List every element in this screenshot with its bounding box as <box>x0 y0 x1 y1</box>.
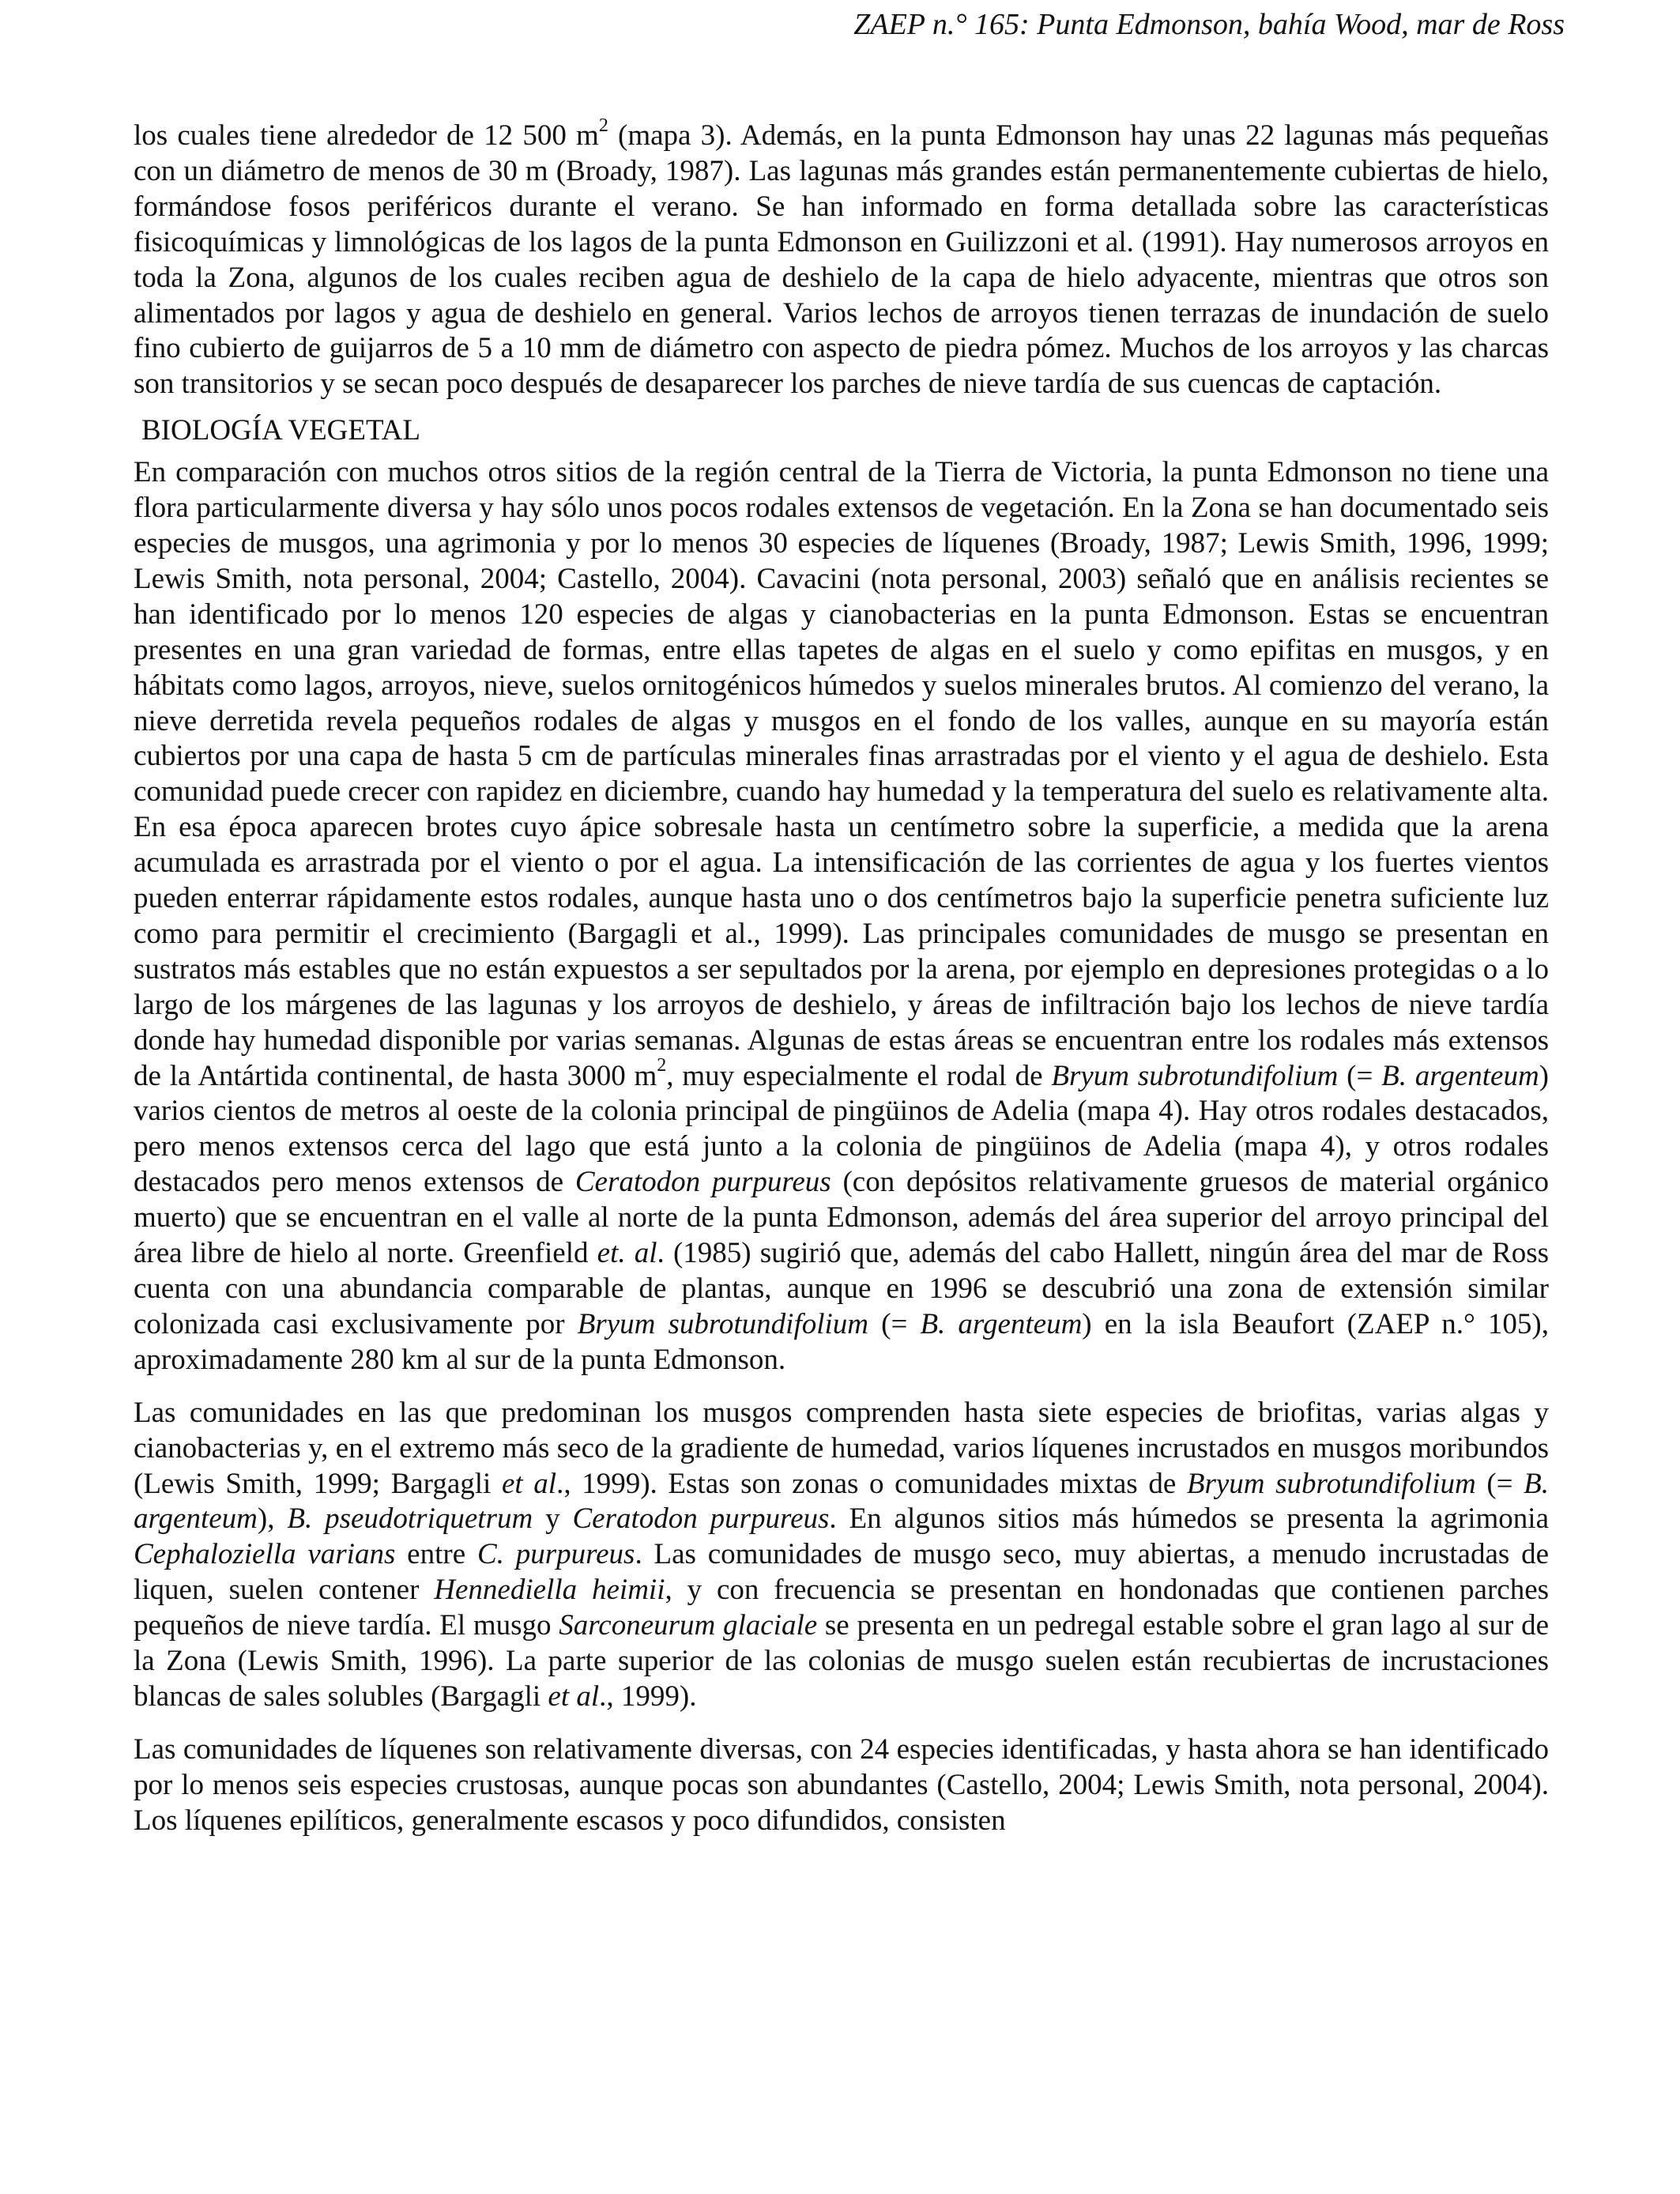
species-name: Ceratodon purpureus <box>572 1502 830 1536</box>
superscript: 2 <box>657 1055 667 1076</box>
paragraph-plant-biology <box>134 455 1549 1378</box>
species-name: Bryum subrotundifolium <box>577 1307 869 1340</box>
text-run: . Las comunidades de musgo seco, muy abiertas, a menudo incrustadas de liquen, suelen contener <box>134 1538 1549 1607</box>
paragraph-lichen-communities <box>134 1732 1549 1839</box>
text-run: (= <box>868 1307 921 1340</box>
text-run: En comparación con muchos otros sitios de la región central de la Tierra de Victoria, la punta Edmonson no tiene una flora particularmente diversa y hay sólo unos pocos rodales extensos de vegetación. En la Zona se han documentado seis especies de musgos, una agrimonia y por lo menos 30 especies de líquenes (Broady, 1987; Lewis Smith, 1996, 1999; Lewis Smith, nota personal, 2004; Castello, 2004). Cavacini (nota personal, 2003) señaló que en análisis recientes se han identificado por lo menos 120 especies de algas y cianobacterias en la punta Edmonson. Estas se encuentran presentes en una gran variedad de formas, entre ellas tapetes de algas en el suelo y como epifitas en musgos, y en hábitats como lagos, arroyos, nieve, suelos ornitogénicos húmedos y suelos minerales brutos. Al comienzo del verano, la nieve derretida revela pequeños rodales de algas y musgos en el fondo de los valles, aunque en su mayoría están cubiertos por una capa de hasta 5 cm de partículas minerales finas arrastradas por el viento y el agua de deshielo. Esta comunidad puede crecer con rapidez en diciembre, cuando hay humedad y la temperatura del suelo es relativamente alta. En esa época aparecen brotes cuyo ápice sobresale hasta un centímetro sobre la superficie, a medida que la arena acumulada es arrastrada por el viento o por el agua. La intensificación de las corrientes de agua y los fuertes vientos pueden enterrar rápidamente estos rodales, aunque hasta uno o dos centímetros bajo la superficie penetra suficiente luz como para permitir el crecimiento (Bargagli et al., 1999). Las principales comunidades de musgo se presentan en sustratos más estables que no están expuestos a ser sepultados por la arena, por ejemplo en depresiones protegidas o a lo largo de los márgenes de las lagunas y los arroyos de deshielo, y áreas de infiltración bajo los lechos de nieve tardía donde hay humedad disponible por varias semanas. Algunas de estas áreas se encuentran entre los rodales más extensos de la Antártida continental, de hasta 3000 m <box>134 456 1549 1092</box>
text-run: entre <box>395 1538 477 1571</box>
species-name: B. argenteum <box>1381 1059 1539 1092</box>
species-name: Bryum subrotundifolium <box>1186 1467 1476 1500</box>
species-name: Sarconeurum glaciale <box>559 1609 818 1642</box>
text-run: . (1985) sugirió que, además del cabo Hallett, ningún área del mar de Ross cuenta con una abundancia comparable de plantas, aunque en 1996 se descubrió una zona de extensión similar colonizada casi exclusivamente por <box>134 1237 1549 1340</box>
species-name: Ceratodon purpureus <box>574 1166 831 1199</box>
citation-abbrev: et al <box>548 1679 600 1713</box>
paragraph-moss-communities <box>134 1396 1549 1715</box>
text-run: (con depósitos relativamente gruesos de material orgánico muerto) que se encuentran en el valle al norte de la punta Edmonson, además del área superior del arroyo principal del área libre de hielo al norte. Greenfield <box>134 1166 1549 1270</box>
species-name: Bryum subrotundifolium <box>1051 1059 1339 1092</box>
paragraph-lakes-streams <box>134 115 1549 402</box>
species-name: B. argenteum <box>920 1307 1083 1340</box>
text-run: , muy especialmente el rodal de <box>666 1059 1052 1092</box>
superscript: 2 <box>598 115 608 136</box>
body-text <box>134 115 1550 1839</box>
text-run: . En algunos sitios más húmedos se presenta la agrimonia <box>829 1502 1549 1536</box>
text-run: se presenta en un pedregal estable sobre el gran lago al sur de la Zona (Lewis Smith, 1996). La parte superior de las colonias de musgo suelen están recubiertas de incrustaciones blancas de sales solubles (Bargagli <box>134 1609 1549 1713</box>
citation-abbrev: et. al <box>597 1237 657 1270</box>
text-run: ., 1999). Estas son zonas o comunidades mixtas de <box>556 1467 1187 1500</box>
text-run: los cuales tiene alrededor de 12 500 m <box>134 119 599 152</box>
text-run: (mapa 3). Además, en la punta Edmonson hay unas 22 lagunas más pequeñas con un diámetro de menos de 30 m (Broady, 1987). Las lagunas más grandes están permanentemente cubiertas de hielo, formándose fosos periféricos durante el verano. Se han informado en forma detallada sobre las características fisicoquímicas y limnológicas de los lagos de la punta Edmonson en Guilizzoni et al. (1991). Hay numerosos arroyos en toda la Zona, algunos de los cuales reciben agua de deshielo de la capa de hielo adyacente, mientras que otros son alimentados por lagos y agua de deshielo en general. Varios lechos de arroyos tienen terrazas de inundación de suelo fino cubierto de guijarros de 5 a 10 mm de diámetro con aspecto de piedra pómez. Muchos de los arroyos y las charcas son transitorios y se secan poco después de desaparecer los parches de nieve tardía de sus cuencas de captación. <box>134 119 1549 401</box>
text-run: Las comunidades de líquenes son relativamente diversas, con 24 especies identificadas, y hasta ahora se han identificado por lo menos seis especies crustosas, aunque pocas son abundantes (Castello, 2004; Lewis Smith, nota personal, 2004). Los líquenes epilíticos, generalmente escasos y poco difundidos, consisten <box>134 1732 1549 1837</box>
citation-abbrev: et al <box>501 1467 557 1500</box>
species-name: C. purpureus <box>477 1538 635 1571</box>
text-run: (= <box>1475 1467 1524 1500</box>
text-run: ) varios cientos de metros al oeste de la colonia principal de pingüinos de Adelia (mapa 4). Hay otros rodales destacados, pero menos extensos cerca del lago que está junto a la colonia de pingüinos de Adelia (mapa 4), y otros rodales destacados pero menos extensos de <box>134 1059 1549 1199</box>
text-run: ), <box>257 1502 288 1536</box>
section-heading: BIOLOGÍA VEGETAL <box>141 414 420 447</box>
text-run: (= <box>1338 1059 1382 1092</box>
species-name: Hennediella heimii <box>434 1574 665 1607</box>
species-name: B. argenteum <box>134 1467 1550 1536</box>
text-run: Las comunidades en las que predominan los musgos comprenden hasta siete especies de briofitas, varias algas y cianobacterias y, en el extremo más seco de la gradiente de humedad, varios líquenes incrustados en musgos moribundos (Lewis Smith, 1999; Bargagli <box>134 1396 1549 1500</box>
running-header: ZAEP n.° 165: Punta Edmonson, bahía Wood, mar de Ross <box>853 8 1565 41</box>
species-name: B. pseudotriquetrum <box>287 1502 533 1536</box>
text-run: y <box>533 1502 573 1536</box>
text-run: , y con frecuencia se presentan en hondonadas que contienen parches pequeños de nieve tardía. El musgo <box>134 1574 1550 1642</box>
text-run: ) en la isla Beaufort (ZAEP n.° 105), aproximadamente 280 km al sur de la punta Edmonson. <box>134 1307 1549 1376</box>
text-run: ., 1999). <box>599 1679 697 1713</box>
species-name: Cephaloziella varians <box>134 1538 396 1571</box>
